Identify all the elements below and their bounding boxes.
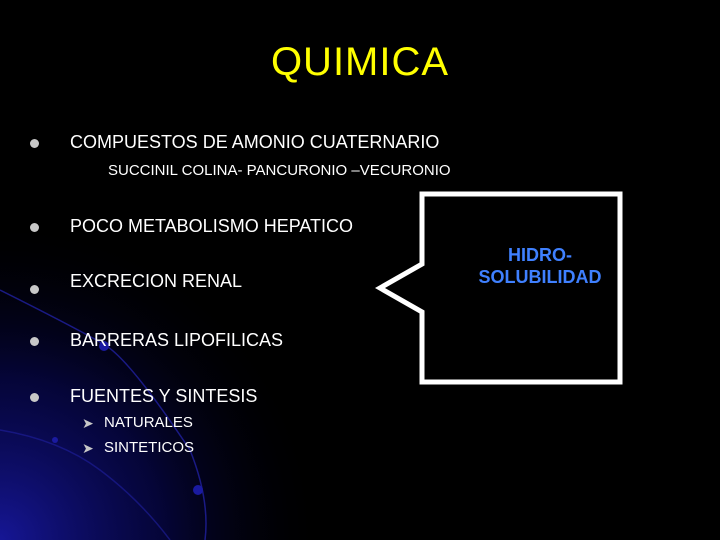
sub-text: SUCCINIL COLINA- PANCURONIO –VECURONIO: [108, 162, 451, 179]
disc-bullet-icon: [30, 285, 39, 294]
decor-dot: [193, 485, 203, 495]
bullet-text: FUENTES Y SINTESIS: [70, 386, 258, 406]
callout-line-2: SOLUBILIDAD: [478, 267, 602, 287]
bullet-text: EXCRECION RENAL: [70, 271, 243, 291]
callout-line-1: HIDRO-: [508, 245, 572, 265]
bullet-text: COMPUESTOS DE AMONIO CUATERNARIO: [70, 132, 440, 152]
sub-item-text: SINTETICOS: [104, 439, 195, 456]
decor-dot: [52, 437, 58, 443]
bullet-text: BARRERAS LIPOFILICAS: [70, 330, 284, 350]
slide-title: QUIMICA: [270, 40, 450, 84]
disc-bullet-icon: [30, 139, 39, 148]
disc-bullet-icon: [30, 223, 39, 232]
disc-bullet-icon: [30, 393, 39, 402]
arrowhead-bullet-icon: ➤: [82, 415, 94, 431]
arrowhead-bullet-icon: ➤: [82, 440, 94, 456]
bullet-text: POCO METABOLISMO HEPATICO: [70, 216, 354, 236]
left-block-arrow-icon: [375, 188, 630, 388]
disc-bullet-icon: [30, 337, 39, 346]
callout-text: [440, 244, 640, 288]
sub-item-text: NATURALES: [104, 414, 193, 431]
